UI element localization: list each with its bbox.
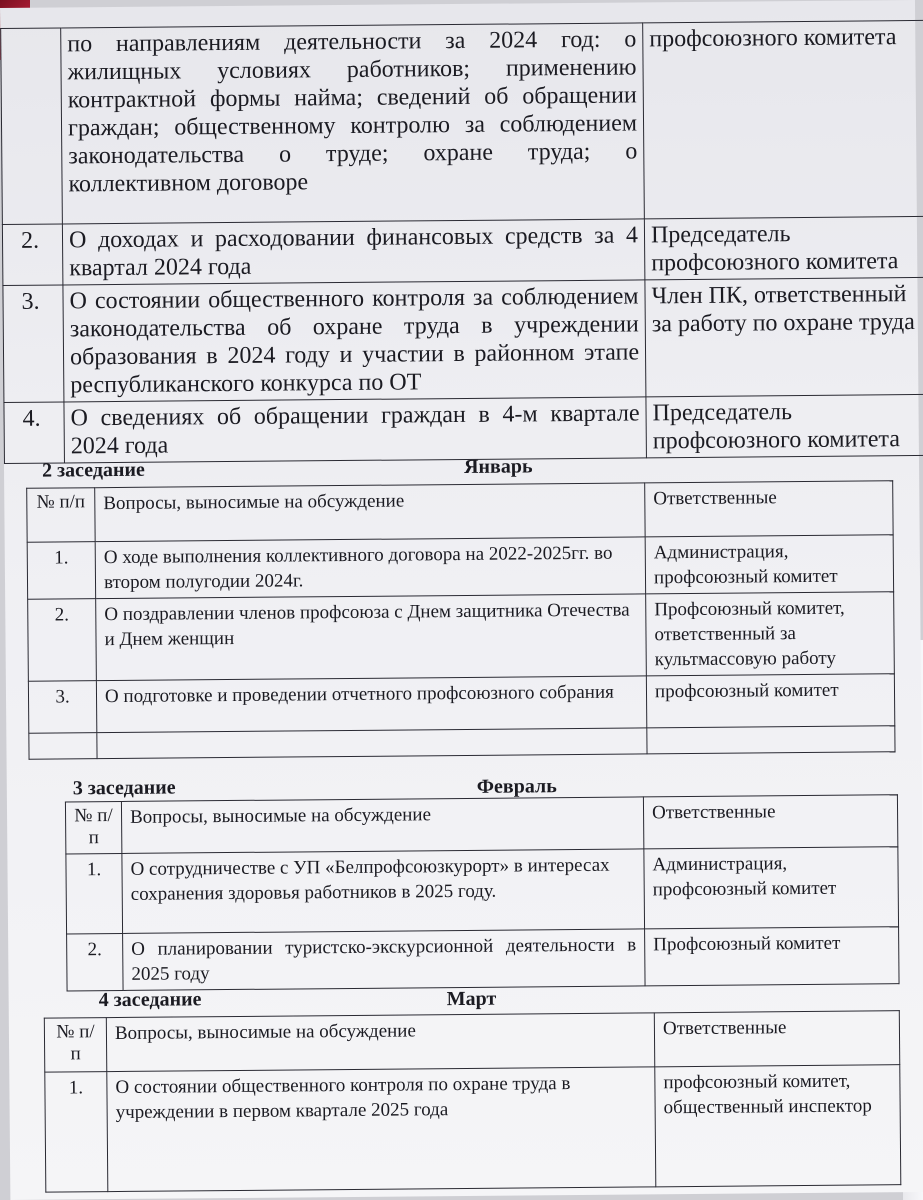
row-number: 1. [27, 542, 95, 600]
header-question: Вопросы, выносимые на обсуждение [95, 483, 645, 542]
header-number: № п/п [27, 488, 95, 543]
meeting-2-table [26, 480, 895, 760]
table-header-row [65, 795, 897, 854]
table-header-row [44, 1011, 899, 1072]
empty-cell [29, 733, 97, 760]
row-number: 1. [45, 1072, 108, 1193]
row-question: О сотрудничестве с УП «Белпрофсоюзкурорт» в интересах сохранения здоровья работников в 2025 году. [122, 849, 645, 934]
header-question: Вопросы, выносимые на обсуждение [106, 1013, 654, 1072]
row-question: О ходе выполнения коллективного договора на 2022-2025гг. во втором полугодии 2024г. [95, 537, 645, 599]
empty-cell [647, 726, 895, 754]
row-question: О сведениях об обращении граждан в 4-м квартале 2024 года [64, 397, 647, 463]
header-number: № п/п [44, 1018, 106, 1073]
row-question: О планировании туристско-экскурсионной деятельности в 2025 году [123, 929, 645, 991]
meeting-2-title: 2 заседание [41, 458, 145, 482]
meeting-4-table [44, 1010, 901, 1192]
header-responsible: Ответственные [643, 795, 897, 849]
row-responsible: Член ПК, ответственный за работу по охране труда [645, 277, 923, 396]
row-responsible: Председатель профсоюзного комитета [646, 394, 923, 457]
row-responsible: профсоюзный комитет [646, 674, 894, 728]
header-responsible: Ответственные [645, 481, 893, 537]
row-responsible: Администрация, профсоюзный комитет [644, 847, 899, 929]
header-responsible: Ответственные [654, 1011, 899, 1067]
row-responsible: профсоюзный комитет, общественный инспектор [655, 1065, 901, 1187]
table-row [66, 847, 899, 934]
row-question: О состоянии общественного контроля по охране труда в учреждении в первом квартале 2025 года [107, 1067, 656, 1192]
meeting-4-title: 4 заседание [98, 988, 202, 1012]
row-responsible: Администрация, профсоюзный комитет [645, 535, 893, 594]
meeting-3-table [65, 794, 900, 991]
header-number: № п/п [65, 801, 121, 853]
table-row [45, 1065, 901, 1192]
empty-cell [97, 728, 647, 759]
row-number [1, 28, 63, 225]
table-row [27, 535, 893, 600]
row-question: О поздравлении членов профсоюза с Днем защитника Отечества и Днем женщин [96, 594, 647, 681]
table-row [28, 674, 894, 734]
row-number: 1. [66, 853, 123, 933]
table-row [67, 927, 899, 991]
row-number: 4. [4, 402, 65, 464]
plan-table-continued [0, 20, 923, 464]
row-question: О состоянии общественного контроля за соблюдением законодательства об охране труда в учреждении образования в 2024 году и участии в районном этапе республиканского конкурса по ОТ [63, 280, 646, 402]
row-number: 3. [28, 681, 96, 734]
table-row [4, 394, 923, 463]
table-row [2, 216, 923, 285]
row-number: 3. [3, 285, 64, 403]
table-row [1, 20, 923, 224]
row-question: О подготовке и проведении отчетного профсоюзного собрания [96, 676, 646, 733]
row-question: О доходах и расходовании финансовых средств за 4 квартал 2024 года [62, 219, 645, 285]
header-question: Вопросы, выносимые на обсуждение [121, 797, 643, 854]
table-row [28, 592, 895, 682]
meeting-4-month: Март [446, 987, 497, 1011]
table-header-row [27, 481, 893, 543]
row-responsible: Профсоюзный комитет, ответственный за культмассовую работу [646, 592, 895, 676]
meeting-2-month: Январь [463, 455, 533, 478]
row-number: 2. [28, 599, 97, 682]
table-row [3, 277, 923, 402]
row-question: по направлениям деятельности за 2024 год: о жилищных условиях работников; применению контрактной формы найма; сведений об обращении граждан; общественному контролю за соблюдением законодательства о труде; охране труда; о коллективном договоре [61, 23, 645, 224]
row-number: 2. [2, 224, 63, 286]
meeting-3-title: 3 заседание [72, 776, 176, 800]
row-number: 2. [67, 933, 123, 990]
row-responsible: профсоюзного комитета [643, 20, 923, 218]
meeting-3-month: Февраль [476, 775, 557, 798]
row-responsible: Профсоюзный комитет [645, 927, 899, 986]
row-responsible: Председатель профсоюзного комитета [644, 216, 923, 279]
